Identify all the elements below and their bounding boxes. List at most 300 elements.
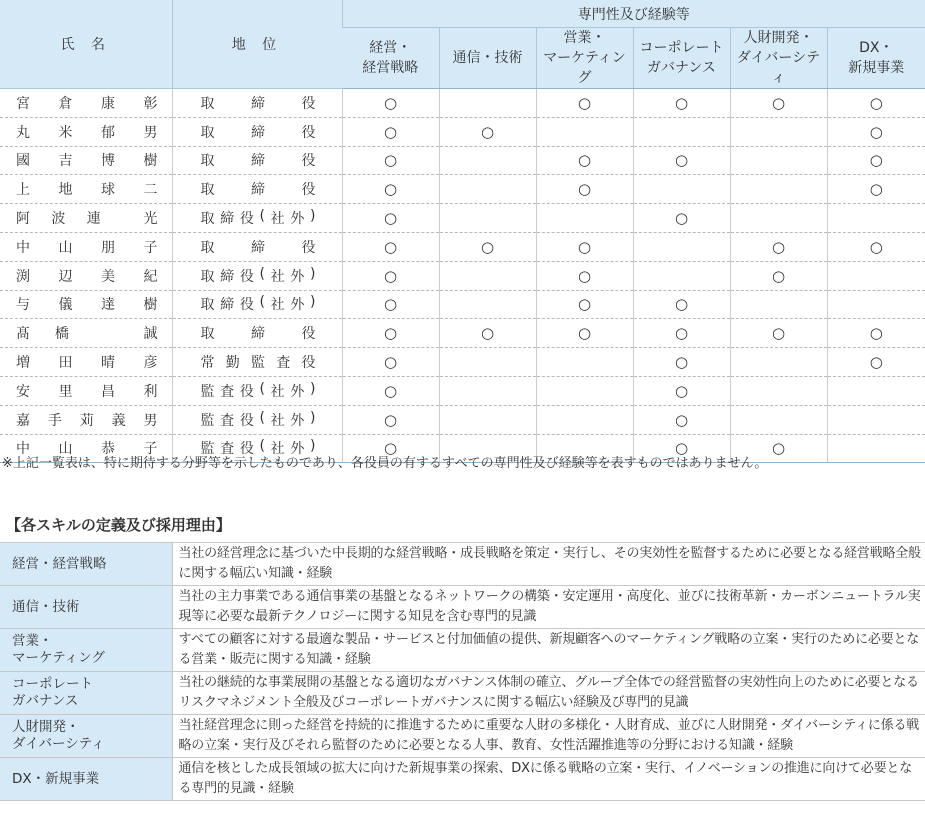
name-char: 男 (143, 124, 158, 141)
table-row (0, 290, 925, 319)
table-row (0, 232, 925, 261)
skill-cell (536, 261, 633, 290)
director-position (172, 319, 342, 348)
skill-cell (730, 232, 827, 261)
position-char: ) (310, 438, 316, 455)
skill-cell (536, 117, 633, 146)
definition-row (0, 672, 925, 715)
director-name (0, 89, 172, 118)
position-char: 外 (290, 412, 305, 429)
name-char: 嘉 (16, 412, 30, 429)
circle-mark-icon: ○ (869, 151, 883, 170)
position-char: 査 (276, 355, 291, 372)
definition-description: 当社経営理念に則った経営を持続的に推進するために重要な人財の多様化・人財育成、並びに人財開発・ダイバーシティに係る戦略の立案・実行及びそれら監督のために必要となる人事、教育、女性活躍推進等の分野における知識・経験 (172, 715, 925, 758)
skill-cell (633, 204, 730, 233)
skill-cell (536, 232, 633, 261)
skill-cell (439, 89, 536, 118)
position-char: 役 (239, 268, 254, 285)
circle-mark-icon: ○ (577, 295, 592, 314)
definition-skill-line: DX・新規事業 (12, 770, 100, 787)
position-char: 監 (251, 355, 265, 372)
position-char: 社 (270, 268, 285, 285)
position-char: 社 (270, 211, 285, 228)
position-char: ( (259, 438, 265, 455)
circle-mark-icon: ○ (383, 151, 398, 170)
header-skill-5 (827, 28, 925, 89)
skill-cell (827, 232, 925, 261)
circle-mark-icon: ○ (480, 324, 495, 343)
position-char: 役 (301, 124, 316, 141)
circle-mark-icon: ○ (674, 324, 689, 343)
skill-cell (439, 319, 536, 348)
definition-row (0, 586, 925, 629)
circle-mark-icon: ○ (869, 353, 883, 372)
skill-cell (730, 261, 827, 290)
definition-skill-line: マーケティング (12, 650, 105, 666)
name-char: 樹 (143, 153, 158, 170)
circle-mark-icon: ○ (869, 93, 883, 112)
skill-cell (439, 405, 536, 434)
position-char: 外 (290, 268, 305, 285)
position-char: 監 (200, 383, 215, 400)
position-char: 社 (270, 441, 285, 458)
circle-mark-icon: ○ (383, 209, 398, 228)
circle-mark-icon: ○ (674, 151, 689, 170)
circle-mark-icon: ○ (771, 237, 786, 256)
table-row (0, 146, 925, 175)
name-char: 増 (16, 355, 30, 372)
circle-mark-icon: ○ (383, 410, 398, 429)
circle-mark-icon: ○ (383, 381, 398, 400)
definitions-table (0, 542, 925, 801)
circle-mark-icon: ○ (771, 266, 786, 285)
definition-skill-line: 営業・ (12, 633, 53, 649)
table-row (0, 319, 925, 348)
name-char: 樹 (143, 297, 158, 314)
circle-mark-icon: ○ (674, 93, 689, 112)
definition-skill (0, 586, 172, 629)
skill-cell (827, 434, 925, 463)
skill-cell (827, 146, 925, 175)
position-char: 取 (200, 211, 215, 228)
definition-skill-line: 人財開発・ (12, 719, 80, 735)
skill-cell (536, 319, 633, 348)
name-char: 美 (101, 268, 115, 285)
skill-cell (730, 319, 827, 348)
position-char: 役 (301, 239, 316, 256)
name-char: 光 (143, 211, 158, 228)
skill-cell (439, 348, 536, 377)
director-position (172, 175, 342, 204)
skill-cell (633, 89, 730, 118)
skill-cell (730, 89, 827, 118)
circle-mark-icon: ○ (674, 439, 689, 458)
definition-description: 通信を核とした成長領域の拡大に向けた新規事業の探索、DXに係る戦略の立案・実行、イノベーションの推進に向けて必要となる専門的見識・経験 (172, 758, 925, 801)
definition-description: 当社の継続的な事業展開の基盤となる適切なガバナンス体制の確立、グループ全体での経営監督の実効性向上のために必要となるリスクマネジメント全般及びコーポレートガバナンスに関する幅広い経験及び専門的見識 (172, 672, 925, 715)
name-char: 橋 (54, 326, 69, 343)
skill-cell (536, 89, 633, 118)
skill-cell (633, 348, 730, 377)
name-char: 苅 (79, 412, 94, 429)
skill-cell (633, 117, 730, 146)
name-char: 波 (51, 211, 66, 228)
skill-cell (633, 175, 730, 204)
skill-cell (439, 117, 536, 146)
skill-cell (633, 319, 730, 348)
circle-mark-icon: ○ (383, 93, 398, 112)
definition-row (0, 715, 925, 758)
position-char: 締 (220, 297, 235, 314)
skill-cell (439, 261, 536, 290)
name-char: 渕 (16, 268, 30, 285)
position-char: 締 (220, 268, 235, 285)
name-char: 彰 (143, 95, 158, 112)
position-char: 取 (200, 268, 215, 285)
skill-cell (730, 405, 827, 434)
definition-skill (0, 543, 172, 586)
header-skill-2 (536, 28, 633, 89)
definition-skill-line: ダイバーシティ (12, 736, 105, 752)
circle-mark-icon: ○ (480, 122, 495, 141)
position-char: 取 (200, 182, 215, 199)
skill-cell (342, 204, 439, 233)
position-char: 取 (200, 153, 215, 170)
name-char: 上 (16, 182, 30, 199)
position-char: 締 (251, 124, 265, 141)
name-char: 郁 (101, 124, 115, 141)
skill-cell (633, 376, 730, 405)
name-char: 田 (58, 355, 73, 372)
definition-description: すべての顧客に対する最適な製品・サービスと付加価値の提供、新規顧客へのマーケティング戦略の立案・実行のために必要となる営業・販売に関する知識・経験 (172, 629, 925, 672)
skill-cell (439, 376, 536, 405)
circle-mark-icon: ○ (383, 295, 398, 314)
director-name (0, 146, 172, 175)
circle-mark-icon: ○ (674, 295, 689, 314)
circle-mark-icon: ○ (383, 122, 398, 141)
position-char: 役 (301, 182, 316, 199)
circle-mark-icon: ○ (771, 439, 786, 458)
skill-cell (633, 232, 730, 261)
skill-cell (536, 376, 633, 405)
circle-mark-icon: ○ (383, 324, 398, 343)
position-char: 査 (220, 441, 235, 458)
name-char: 晴 (101, 355, 115, 372)
table-row (0, 348, 925, 377)
name-char: 恭 (101, 441, 115, 458)
table-row (0, 175, 925, 204)
header-skill-1 (439, 28, 536, 89)
header-skill-3 (633, 28, 730, 89)
skill-cell (730, 117, 827, 146)
position-char: 締 (251, 239, 265, 256)
director-position (172, 89, 342, 118)
position-char: 外 (290, 441, 305, 458)
position-char: ( (259, 380, 265, 397)
table-row (0, 376, 925, 405)
table-row (0, 261, 925, 290)
director-name (0, 319, 172, 348)
skill-cell (439, 232, 536, 261)
position-char: 取 (200, 239, 215, 256)
director-position (172, 348, 342, 377)
director-position (172, 290, 342, 319)
skill-cell (439, 146, 536, 175)
position-char: ( (259, 294, 265, 311)
circle-mark-icon: ○ (383, 180, 398, 199)
name-char: 朋 (101, 239, 115, 256)
name-char: 髙 (16, 326, 30, 343)
definition-skill-line: コーポレート (12, 676, 93, 692)
director-position (172, 405, 342, 434)
position-char: 役 (239, 297, 254, 314)
position-char: 社 (270, 383, 285, 400)
name-char: 子 (143, 441, 158, 458)
name-char: 中 (16, 239, 30, 256)
position-char: 役 (239, 211, 254, 228)
position-char: 外 (290, 383, 305, 400)
name-char: 山 (58, 239, 73, 256)
name-char: 辺 (58, 268, 73, 285)
circle-mark-icon: ○ (383, 237, 398, 256)
matrix-footnote: ※上記一覧表は、特に期待する分野等を示したものであり、各役員の有するすべての専門性及び経験等を表すものではありません。 (2, 456, 768, 471)
name-char: 安 (16, 383, 30, 400)
definition-skill-line: 通信・技術 (12, 598, 80, 615)
name-char: 康 (101, 95, 115, 112)
circle-mark-icon: ○ (383, 439, 398, 458)
name-char: 手 (47, 412, 62, 429)
name-char: 宮 (16, 95, 30, 112)
name-char: 里 (58, 383, 73, 400)
position-char: 締 (251, 95, 265, 112)
name-char: 米 (58, 124, 73, 141)
header-position-label: 地 位 (231, 37, 283, 53)
skill-cell (536, 175, 633, 204)
circle-mark-icon: ○ (674, 410, 689, 429)
name-char: 男 (143, 412, 158, 429)
position-char: 役 (301, 153, 316, 170)
skill-cell (342, 376, 439, 405)
skill-cell (827, 204, 925, 233)
director-position (172, 261, 342, 290)
skill-cell (633, 290, 730, 319)
definition-row (0, 758, 925, 801)
position-char: 勤 (225, 355, 240, 372)
skill-cell (439, 290, 536, 319)
position-char: 締 (251, 182, 265, 199)
director-name (0, 348, 172, 377)
skill-cell (633, 261, 730, 290)
circle-mark-icon: ○ (577, 237, 592, 256)
header-skill-line: ダイバーシティ (736, 50, 821, 86)
circle-mark-icon: ○ (383, 353, 398, 372)
name-char: 子 (143, 239, 158, 256)
director-name (0, 175, 172, 204)
position-char: 外 (290, 211, 305, 228)
header-skill-line: DX・ (859, 40, 894, 56)
position-char: 取 (200, 297, 215, 314)
position-char: ( (259, 208, 265, 225)
skill-cell (633, 405, 730, 434)
skill-cell (827, 319, 925, 348)
position-char: 役 (301, 355, 316, 372)
skill-cell (342, 319, 439, 348)
circle-mark-icon: ○ (577, 93, 592, 112)
definition-skill (0, 715, 172, 758)
name-char: 二 (143, 182, 158, 199)
skill-cell (342, 261, 439, 290)
position-char: 役 (239, 412, 254, 429)
definition-row (0, 543, 925, 586)
skill-cell (536, 405, 633, 434)
circle-mark-icon: ○ (674, 209, 689, 228)
position-char: ) (310, 294, 316, 311)
position-char: 外 (290, 297, 305, 314)
position-char: 社 (270, 412, 285, 429)
name-char: 博 (101, 153, 115, 170)
position-char: ) (310, 208, 316, 225)
definitions-body (0, 543, 925, 801)
table-row (0, 204, 925, 233)
name-char: 昌 (101, 383, 115, 400)
name-char: 國 (16, 153, 30, 170)
skill-cell (730, 175, 827, 204)
position-char: 役 (239, 383, 254, 400)
director-position (172, 376, 342, 405)
director-position (172, 232, 342, 261)
name-char: 地 (58, 182, 73, 199)
position-char: 取 (200, 326, 215, 343)
header-skill-line: ガバナンス (647, 60, 716, 76)
skill-cell (342, 117, 439, 146)
director-name (0, 405, 172, 434)
header-skill-line: 人財開発・ (743, 30, 814, 46)
table-row (0, 89, 925, 118)
position-char: 監 (200, 441, 215, 458)
skill-cell (536, 348, 633, 377)
name-char: 吉 (58, 153, 73, 170)
skill-cell (827, 405, 925, 434)
skill-cell (730, 376, 827, 405)
skill-cell (827, 89, 925, 118)
header-skill-line: コーポレート (639, 40, 724, 56)
circle-mark-icon: ○ (869, 180, 883, 199)
position-char: ) (310, 409, 316, 426)
skill-cell (633, 146, 730, 175)
circle-mark-icon: ○ (869, 122, 883, 141)
definition-description: 当社の経営理念に基づいた中長期的な経営戦略・成長戦略を策定・実行し、その実効性を監督するために必要となる経営戦略全般に関する幅広い知識・経験 (172, 543, 925, 586)
skill-cell (827, 175, 925, 204)
circle-mark-icon: ○ (771, 324, 786, 343)
header-skill-0 (342, 28, 439, 89)
position-char: 査 (220, 412, 235, 429)
position-char: ( (259, 409, 265, 426)
header-position (172, 0, 342, 89)
header-expertise-group: 専門性及び経験等 (342, 0, 925, 28)
circle-mark-icon: ○ (383, 266, 398, 285)
skill-cell (827, 117, 925, 146)
skill-cell (342, 405, 439, 434)
name-char: 丸 (16, 124, 30, 141)
table-row (0, 405, 925, 434)
header-skill-line: 新規事業 (848, 60, 905, 76)
skill-cell (439, 204, 536, 233)
definition-skill-line: ガバナンス (12, 693, 79, 709)
position-char: 締 (220, 211, 235, 228)
name-char: 儀 (58, 297, 73, 314)
name-char: 倉 (58, 95, 73, 112)
position-char: 締 (251, 326, 265, 343)
header-skill-4 (730, 28, 827, 89)
circle-mark-icon: ○ (674, 353, 689, 372)
position-char: 監 (200, 412, 215, 429)
circle-mark-icon: ○ (480, 237, 495, 256)
definition-skill (0, 758, 172, 801)
header-name-label: 氏 名 (60, 37, 111, 53)
skill-cell (827, 348, 925, 377)
name-char: 義 (111, 412, 126, 429)
name-char: 中 (16, 441, 30, 458)
circle-mark-icon: ○ (577, 266, 592, 285)
definitions-heading: 【各スキルの定義及び採用理由】 (6, 516, 231, 534)
header-skill-line: 通信・技術 (452, 50, 523, 66)
definition-row (0, 629, 925, 672)
definition-description: 当社の主力事業である通信事業の基盤となるネットワークの構築・安定運用・高度化、並びに技術革新・カーボンニュートラル実現等に必要な最新テクノロジーに関する知見を含む専門的見識 (172, 586, 925, 629)
director-position (172, 117, 342, 146)
director-name (0, 261, 172, 290)
table-row (0, 117, 925, 146)
circle-mark-icon: ○ (869, 324, 883, 343)
definition-skill (0, 672, 172, 715)
position-char: 常 (200, 355, 215, 372)
skill-cell (730, 348, 827, 377)
skill-cell (827, 376, 925, 405)
director-position (172, 204, 342, 233)
skill-cell (536, 290, 633, 319)
skill-cell (342, 146, 439, 175)
circle-mark-icon: ○ (771, 93, 786, 112)
director-name (0, 290, 172, 319)
skill-cell (730, 290, 827, 319)
director-name (0, 204, 172, 233)
circle-mark-icon: ○ (674, 381, 689, 400)
name-char: 利 (143, 383, 158, 400)
skill-cell (342, 89, 439, 118)
header-skill-line: 経営戦略 (362, 60, 419, 76)
name-char: 誠 (143, 326, 158, 343)
header-skill-line: マーケティング (543, 50, 626, 86)
position-char: 取 (200, 95, 215, 112)
position-char: 役 (239, 441, 254, 458)
position-char: 役 (301, 326, 316, 343)
header-name (0, 0, 172, 89)
name-char: 達 (101, 297, 115, 314)
circle-mark-icon: ○ (577, 324, 592, 343)
header-skill-line: 営業・ (563, 30, 606, 46)
name-char: 阿 (16, 211, 30, 228)
position-char: 査 (220, 383, 235, 400)
position-char: 役 (301, 95, 316, 112)
position-char: ) (310, 380, 316, 397)
position-char: 社 (270, 297, 285, 314)
position-char: 締 (251, 153, 265, 170)
circle-mark-icon: ○ (577, 180, 592, 199)
skill-cell (342, 175, 439, 204)
director-name (0, 376, 172, 405)
director-name (0, 232, 172, 261)
skill-cell (536, 204, 633, 233)
skill-cell (342, 290, 439, 319)
circle-mark-icon: ○ (577, 151, 592, 170)
